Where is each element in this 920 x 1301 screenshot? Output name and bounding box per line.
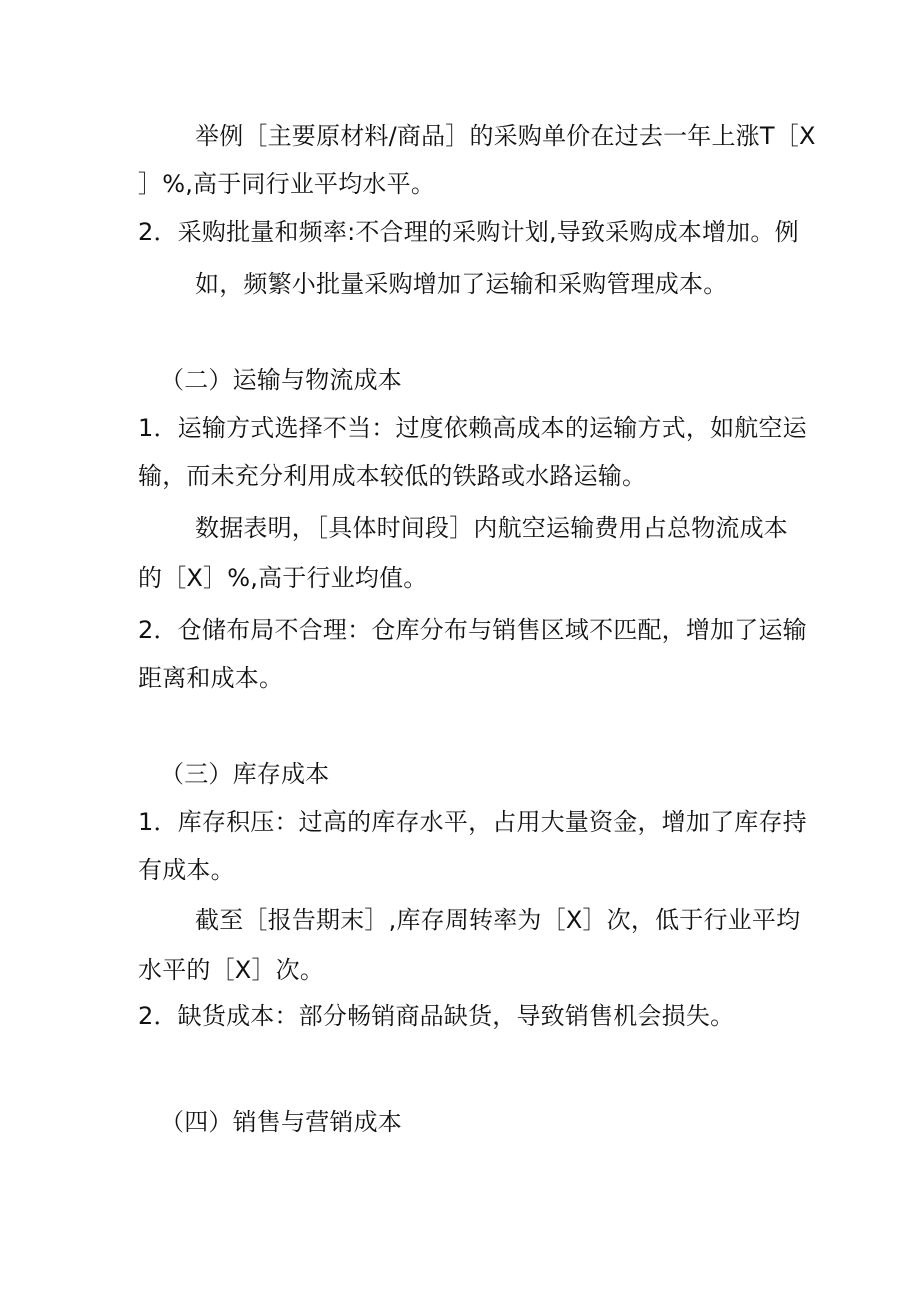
inventory-overstock-line-2: 有成本。: [138, 856, 235, 884]
inventory-turnover-line-2: 水平的［X］次。: [138, 956, 325, 984]
air-freight-data-line-1: 数据表明，［具体时间段］内航空运输费用占总物流成本: [195, 514, 788, 542]
purchase-batch-line-2: 如，频繁小批量采购增加了运输和采购管理成本。: [195, 270, 728, 298]
section-three-heading: （三）库存成本: [160, 760, 330, 788]
air-freight-data-line-2: 的［X］%,高于行业均值。: [138, 564, 428, 592]
warehouse-layout-line-2: 距离和成本。: [138, 664, 284, 692]
transport-mode-line-1: 1．运输方式选择不当：过度依赖高成本的运输方式，如航空运: [138, 414, 807, 442]
inventory-turnover-line-1: 截至［报告期末］,库存周转率为［X］次，低于行业平均: [195, 906, 801, 934]
purchase-batch-line-1: 2．采购批量和频率:不合理的采购计划,导致采购成本增加。例: [138, 218, 799, 246]
section-two-heading: （二）运输与物流成本: [160, 366, 402, 394]
section-four-heading: （四）销售与营销成本: [160, 1108, 402, 1136]
stockout-cost-line: 2．缺货成本：部分畅销商品缺货，导致销售机会损失。: [138, 1002, 735, 1030]
warehouse-layout-line-1: 2．仓储布局不合理：仓库分布与销售区域不匹配，增加了运输: [138, 616, 807, 644]
transport-mode-line-2: 输，而未充分利用成本较低的铁路或水路运输。: [138, 462, 647, 490]
price-example-line-1: 举例［主要原材料/商品］的采购单价在过去一年上涨T［X: [195, 122, 816, 150]
inventory-overstock-line-1: 1．库存积压：过高的库存水平，占用大量资金，增加了库存持: [138, 808, 807, 836]
price-example-line-2: ］%,高于同行业平均水平。: [138, 170, 436, 198]
